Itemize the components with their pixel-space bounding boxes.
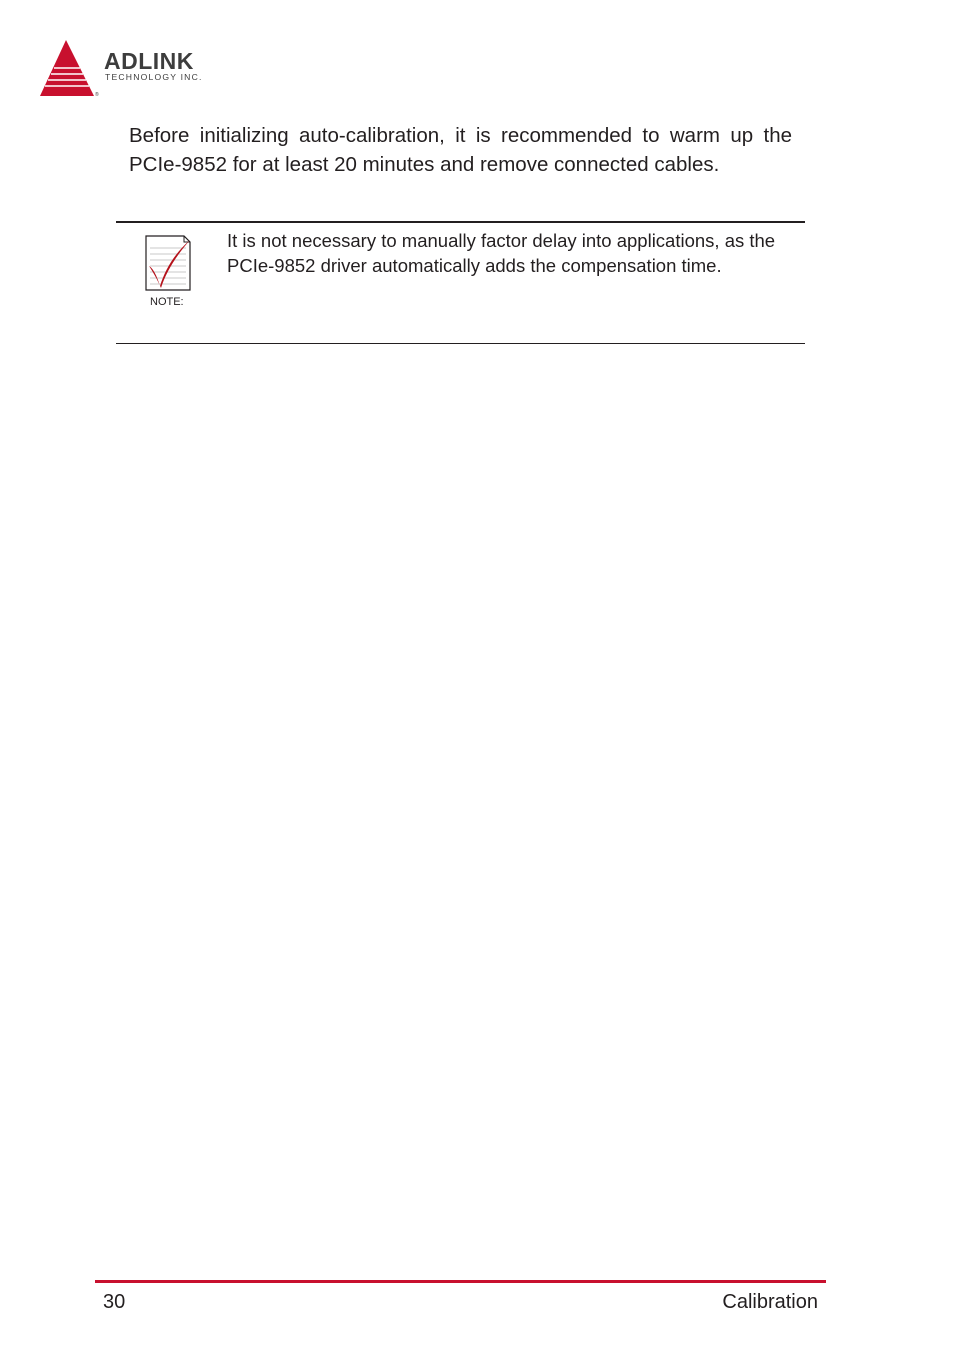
note-label: NOTE: [150,296,184,308]
note-text: It is not necessary to manually factor delay into applications, as the PCIe-9852 driver automatically adds the compensation time. [227,230,776,276]
note-checkmark-icon [140,232,196,296]
note-bottom-divider [116,343,805,344]
adlink-triangle-logo-icon [38,38,102,100]
footer-section-title: Calibration [722,1291,818,1313]
page-number: 30 [103,1291,126,1313]
footer-divider [95,1280,826,1283]
note-top-divider [116,221,805,223]
svg-text:®: ® [95,92,99,98]
body-paragraph: Before initializing auto-calibration, it is recommended to warm up the PCIe-9852 for at least 20 minutes and remove connected cables. [129,124,792,176]
logo-wordmark: ADLINK [104,48,194,74]
logo-subtitle: TECHNOLOGY INC. [105,72,203,82]
adlink-logo [38,38,238,100]
